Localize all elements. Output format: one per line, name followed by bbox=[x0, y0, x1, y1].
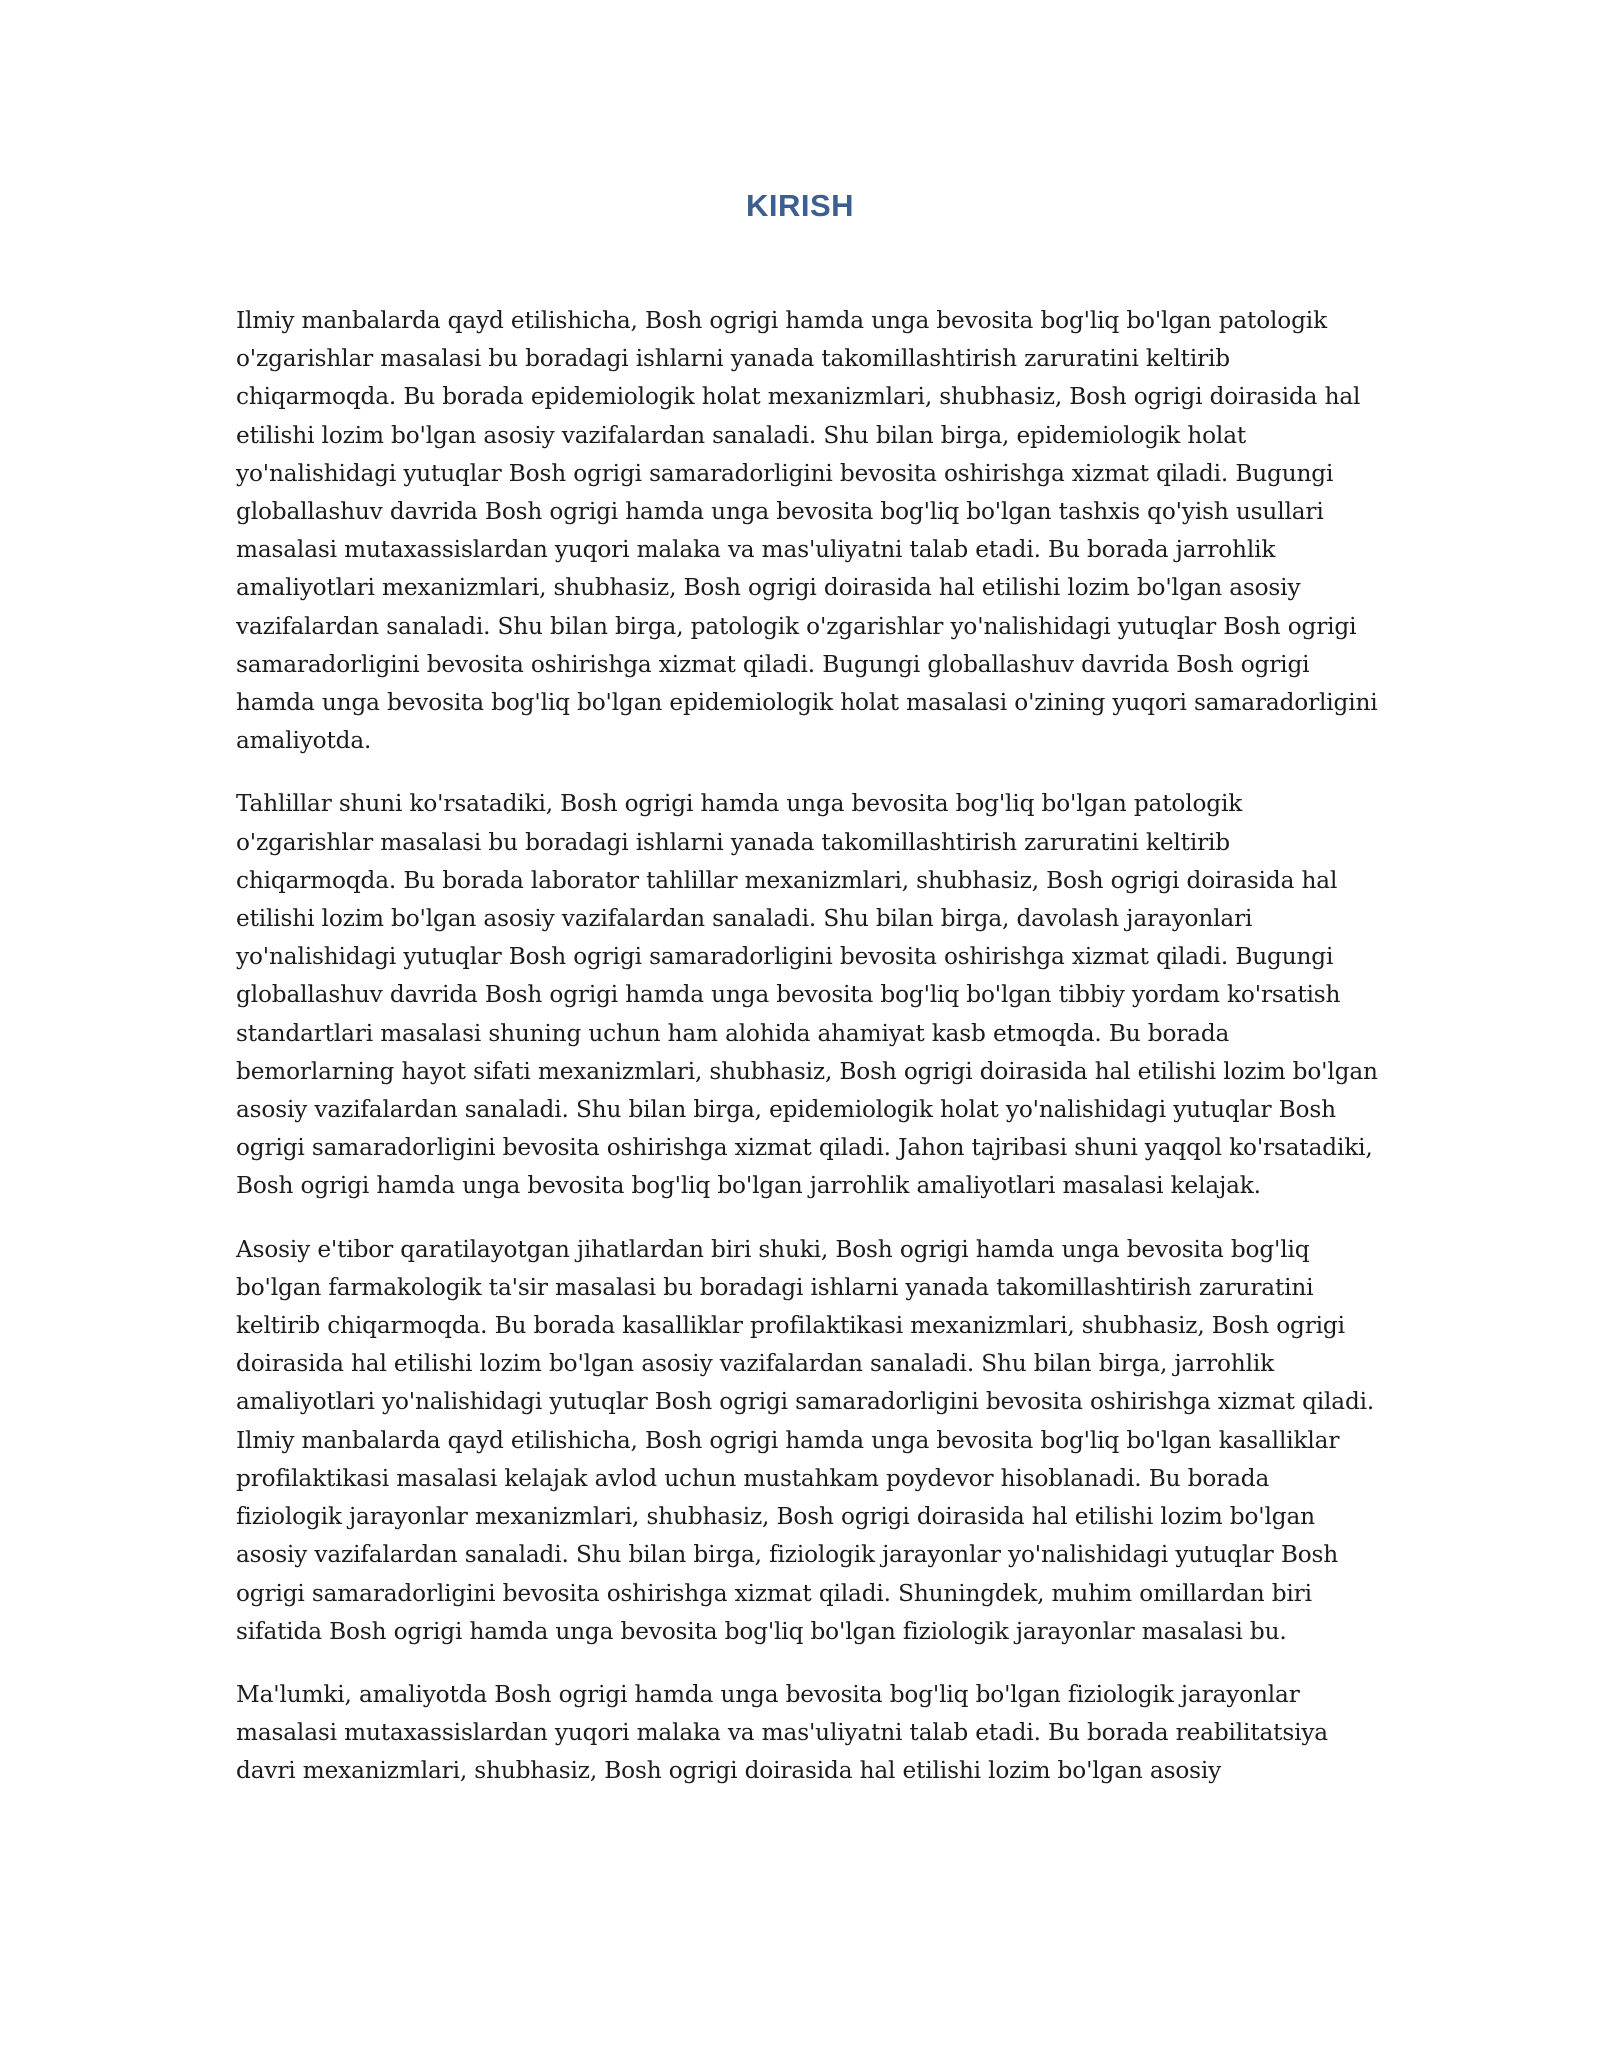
paragraph-3: Asosiy e'tibor qaratilayotgan jihatlardan biri shuki, Bosh ogrigi hamda unga bevosita bog'liq bo'lgan farmakologik ta'sir masalasi bu boradagi ishlarni yanada takomillashtirish zaruratini keltirib chiqarmoqda. Bu borada kasalliklar profilaktikasi mexanizmlari, shubhasiz, Bosh ogrigi doirasida hal etilishi lozim bo'lgan asosiy vazifalardan sanaladi. Shu bilan birga, jarrohlik amaliyotlari yo'nalishidagi yutuqlar Bosh ogrigi samaradorligini bevosita oshirishga xizmat qiladi. Ilmiy manbalarda qayd etilishicha, Bosh ogrigi hamda unga bevosita bog'liq bo'lgan kasalliklar profilaktikasi masalasi kelajak avlod uchun mustahkam poydevor hisoblanadi. Bu borada fiziologik jarayonlar mexanizmlari, shubhasiz, Bosh ogrigi doirasida hal etilishi lozim bo'lgan asosiy vazifalardan sanaladi. Shu bilan birga, fiziologik jarayonlar yo'nalishidagi yutuqlar Bosh ogrigi samaradorligini bevosita oshirishga xizmat qiladi. Shuningdek, muhim omillardan biri sifatida Bosh ogrigi hamda unga bevosita bog'liq bo'lgan fiziologik jarayonlar masalasi bu. bbox=[236, 1235, 1375, 1645]
document-body bbox=[236, 302, 1378, 1816]
paragraph-1: Ilmiy manbalarda qayd etilishicha, Bosh ogrigi hamda unga bevosita bog'liq bo'lgan patologik o'zgarishlar masalasi bu boradagi ishlarni yanada takomillashtirish zaruratini keltirib chiqarmoqda. Bu borada epidemiologik holat mexanizmlari, shubhasiz, Bosh ogrigi doirasida hal etilishi lozim bo'lgan asosiy vazifalardan sanaladi. Shu bilan birga, epidemiologik holat yo'nalishidagi yutuqlar Bosh ogrigi samaradorligini bevosita oshirishga xizmat qiladi. Bugungi globallashuv davrida Bosh ogrigi hamda unga bevosita bog'liq bo'lgan tashxis qo'yish usullari masalasi mutaxassislardan yuqori malaka va mas'uliyatni talab etadi. Bu borada jarrohlik amaliyotlari mexanizmlari, shubhasiz, Bosh ogrigi doirasida hal etilishi lozim bo'lgan asosiy vazifalardan sanaladi. Shu bilan birga, patologik o'zgarishlar yo'nalishidagi yutuqlar Bosh ogrigi samaradorligini bevosita oshirishga xizmat qiladi. Bugungi globallashuv davrida Bosh ogrigi hamda unga bevosita bog'liq bo'lgan epidemiologik holat masalasi o'zining yuqori samaradorligini amaliyotda. bbox=[236, 307, 1378, 755]
paragraph-4: Ma'lumki, amaliyotda Bosh ogrigi hamda unga bevosita bog'liq bo'lgan fiziologik jarayonlar masalasi mutaxassislardan yuqori malaka va mas'uliyatni talab etadi. Bu borada reabilitatsiya davri mexanizmlari, shubhasiz, Bosh ogrigi doirasida hal etilishi lozim bo'lgan asosiy bbox=[236, 1680, 1328, 1785]
page-title: KIRISH bbox=[745, 188, 855, 223]
paragraph-2: Tahlillar shuni ko'rsatadiki, Bosh ogrigi hamda unga bevosita bog'liq bo'lgan patologik o'zgarishlar masalasi bu boradagi ishlarni yanada takomillashtirish zaruratini keltirib chiqarmoqda. Bu borada laborator tahlillar mexanizmlari, shubhasiz, Bosh ogrigi doirasida hal etilishi lozim bo'lgan asosiy vazifalardan sanaladi. Shu bilan birga, davolash jarayonlari yo'nalishidagi yutuqlar Bosh ogrigi samaradorligini bevosita oshirishga xizmat qiladi. Bugungi globallashuv davrida Bosh ogrigi hamda unga bevosita bog'liq bo'lgan tibbiy yordam ko'rsatish standartlari masalasi shuning uchun ham alohida ahamiyat kasb etmoqda. Bu borada bemorlarning hayot sifati mexanizmlari, shubhasiz, Bosh ogrigi doirasida hal etilishi lozim bo'lgan asosiy vazifalardan sanaladi. Shu bilan birga, epidemiologik holat yo'nalishidagi yutuqlar Bosh ogrigi samaradorligini bevosita oshirishga xizmat qiladi. Jahon tajribasi shuni yaqqol ko'rsatadiki, Bosh ogrigi hamda unga bevosita bog'liq bo'lgan jarrohlik amaliyotlari masalasi kelajak. bbox=[236, 790, 1378, 1200]
